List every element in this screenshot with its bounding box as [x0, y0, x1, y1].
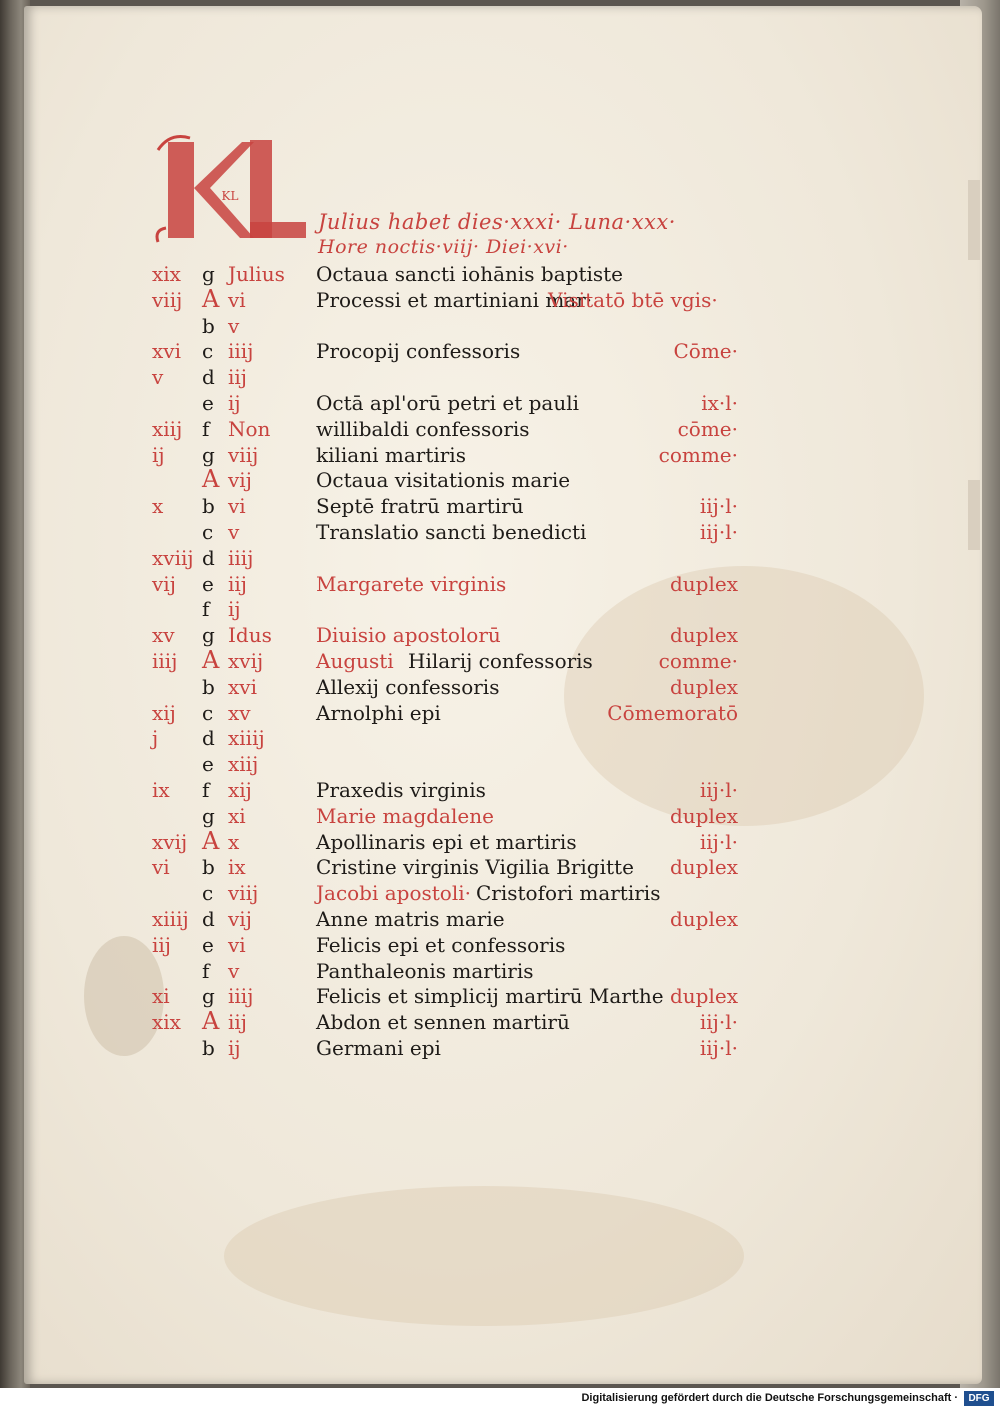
- golden-number: xiiij: [152, 907, 189, 931]
- liturgical-rank: iij·l·: [699, 778, 738, 802]
- golden-number: v: [152, 365, 164, 389]
- roman-day: iij: [228, 572, 247, 596]
- dominical-letter: g: [202, 984, 215, 1008]
- roman-day: viij: [228, 443, 259, 467]
- roman-day: vij: [228, 468, 252, 492]
- golden-number: xi: [152, 984, 170, 1008]
- roman-day: xv: [228, 701, 251, 725]
- feast-name: Octaua visitationis marie: [316, 468, 571, 492]
- liturgical-rank: Cōmemoratō: [607, 701, 738, 725]
- dominical-letter: e: [202, 752, 214, 776]
- feast-name-secondary: Visitatō btē vgis·: [548, 288, 718, 312]
- dominical-letter: f: [202, 959, 210, 983]
- liturgical-rank: duplex: [670, 855, 738, 879]
- roman-day: vi: [228, 494, 246, 518]
- roman-day: Idus: [228, 623, 272, 647]
- roman-day: xij: [228, 778, 252, 802]
- dominical-letter: f: [202, 417, 210, 441]
- roman-day: ij: [228, 391, 241, 415]
- dominical-letter: c: [202, 881, 214, 905]
- roman-day: xi: [228, 804, 246, 828]
- roman-day: vi: [228, 288, 246, 312]
- golden-number: xviij: [152, 546, 194, 570]
- golden-number: xvi: [152, 339, 181, 363]
- liturgical-rank: comme·: [658, 649, 738, 673]
- liturgical-rank: duplex: [670, 984, 738, 1008]
- roman-day: v: [228, 314, 240, 338]
- roman-day: x: [228, 830, 240, 854]
- roman-day: vi: [228, 933, 246, 957]
- liturgical-rank: comme·: [658, 443, 738, 467]
- feast-name: Abdon et sennen martirū: [316, 1010, 570, 1034]
- feast-name: Septē fratrū martirū: [316, 494, 524, 518]
- feast-name: Octaua sancti iohānis baptiste: [316, 262, 624, 286]
- liturgical-rank: duplex: [670, 804, 738, 828]
- roman-day: iiij: [228, 339, 254, 363]
- roman-day: iij: [228, 1010, 247, 1034]
- dominical-letter: A: [202, 285, 220, 313]
- dominical-letter: d: [202, 365, 215, 389]
- golden-number: j: [152, 726, 159, 750]
- roman-day: v: [228, 959, 240, 983]
- roman-day: ij: [228, 597, 241, 621]
- feast-name: Felicis epi et confessoris: [316, 933, 566, 957]
- water-stain: [564, 566, 924, 826]
- feast-name: Procopij confessoris: [316, 339, 521, 363]
- liturgical-rank: iij·l·: [699, 494, 738, 518]
- roman-day: vij: [228, 907, 252, 931]
- feast-name: Augusti: [316, 649, 394, 673]
- roman-day: xvi: [228, 675, 257, 699]
- dominical-letter: g: [202, 623, 215, 647]
- dominical-letter: f: [202, 778, 210, 802]
- dominical-letter: A: [202, 827, 220, 855]
- roman-day: ix: [228, 855, 246, 879]
- dominical-letter: c: [202, 339, 214, 363]
- golden-number: xiij: [152, 417, 183, 441]
- dominical-letter: b: [202, 675, 215, 699]
- liturgical-rank: iij·l·: [699, 1010, 738, 1034]
- dominical-letter: e: [202, 933, 214, 957]
- golden-number: xix: [152, 262, 181, 286]
- golden-number: xix: [152, 1010, 181, 1034]
- roman-day: Non: [228, 417, 271, 441]
- golden-number: xij: [152, 701, 176, 725]
- feast-name: willibaldi confessoris: [316, 417, 530, 441]
- dominical-letter: c: [202, 520, 214, 544]
- footer-bar: [0, 1388, 1000, 1410]
- golden-number: xvij: [152, 830, 188, 854]
- dominical-letter: f: [202, 597, 210, 621]
- dominical-letter: b: [202, 314, 215, 338]
- roman-day: ij: [228, 1036, 241, 1060]
- dominical-letter: d: [202, 907, 215, 931]
- roman-day: xvij: [228, 649, 264, 673]
- golden-number: ix: [152, 778, 170, 802]
- feast-name: Felicis et simplicij martirū Marthe: [316, 984, 664, 1008]
- feast-name: Diuisio apostolorū: [316, 623, 501, 647]
- feast-name: kiliani martiris: [316, 443, 466, 467]
- dominical-letter: e: [202, 572, 214, 596]
- feast-name: Translatio sancti benedicti: [316, 520, 587, 544]
- page-tab: [968, 180, 980, 260]
- month-header-line-1: Julius habet dies·xxxi· Luna·xxx·: [318, 210, 676, 234]
- feast-name: Allexij confessoris: [316, 675, 500, 699]
- dominical-letter: A: [202, 646, 220, 674]
- decorated-initial: [150, 130, 310, 248]
- golden-number: ij: [152, 443, 165, 467]
- dominical-letter: b: [202, 855, 215, 879]
- liturgical-rank: iij·l·: [699, 520, 738, 544]
- dominical-letter: e: [202, 391, 214, 415]
- feast-name: Margarete virginis: [316, 572, 507, 596]
- dominical-letter: c: [202, 701, 214, 725]
- feast-name: Panthaleonis martiris: [316, 959, 534, 983]
- water-stain: [224, 1186, 744, 1326]
- liturgical-rank: duplex: [670, 572, 738, 596]
- golden-number: vi: [152, 855, 170, 879]
- roman-day: Julius: [228, 262, 285, 286]
- liturgical-rank: ix·l·: [701, 391, 738, 415]
- feast-name: Cristine virginis Vigilia Brigitte: [316, 855, 634, 879]
- golden-number: x: [152, 494, 164, 518]
- feast-name: Processi et martiniani mar·: [316, 288, 593, 312]
- initial-letters: KL: [221, 189, 239, 203]
- liturgical-rank: cōme·: [677, 417, 738, 441]
- roman-day: iij: [228, 365, 247, 389]
- dominical-letter: g: [202, 443, 215, 467]
- golden-number: iij: [152, 933, 171, 957]
- roman-day: viij: [228, 881, 259, 905]
- feast-name: Praxedis virginis: [316, 778, 486, 802]
- roman-day: xiiij: [228, 726, 265, 750]
- feast-name: Apollinaris epi et martiris: [316, 830, 577, 854]
- page-tab: [968, 480, 980, 550]
- dominical-letter: b: [202, 494, 215, 518]
- feast-name-secondary: Hilarij confessoris: [408, 649, 593, 673]
- roman-day: xiij: [228, 752, 259, 776]
- roman-day: v: [228, 520, 240, 544]
- liturgical-rank: duplex: [670, 675, 738, 699]
- roman-day: iiij: [228, 984, 254, 1008]
- dfg-logo: DFG: [964, 1391, 994, 1406]
- dominical-letter: A: [202, 465, 220, 493]
- feast-name: Anne matris marie: [316, 907, 505, 931]
- dominical-letter: g: [202, 262, 215, 286]
- golden-number: vij: [152, 572, 176, 596]
- dominical-letter: A: [202, 1007, 220, 1035]
- dominical-letter: d: [202, 546, 215, 570]
- feast-name: Octā apl'orū petri et pauli: [316, 391, 579, 415]
- feast-name: Marie magdalene: [316, 804, 494, 828]
- feast-name: Arnolphi epi: [316, 701, 441, 725]
- golden-number: xv: [152, 623, 175, 647]
- digitization-credit: Digitalisierung gefördert durch die Deutsche Forschungsgemeinschaft ·: [581, 1392, 958, 1404]
- month-header-line-2: Hore noctis·viij· Diei·xvi·: [318, 236, 569, 258]
- liturgical-rank: iij·l·: [699, 830, 738, 854]
- golden-number: viij: [152, 288, 183, 312]
- dominical-letter: b: [202, 1036, 215, 1060]
- feast-name-secondary: Cristofori martiris: [476, 881, 661, 905]
- liturgical-rank: Cōme·: [673, 339, 738, 363]
- dominical-letter: d: [202, 726, 215, 750]
- feast-name: Jacobi apostoli·: [316, 881, 471, 905]
- liturgical-rank: duplex: [670, 907, 738, 931]
- golden-number: iiij: [152, 649, 178, 673]
- liturgical-rank: iij·l·: [699, 1036, 738, 1060]
- roman-day: iiij: [228, 546, 254, 570]
- liturgical-rank: duplex: [670, 623, 738, 647]
- feast-name: Germani epi: [316, 1036, 441, 1060]
- dominical-letter: g: [202, 804, 215, 828]
